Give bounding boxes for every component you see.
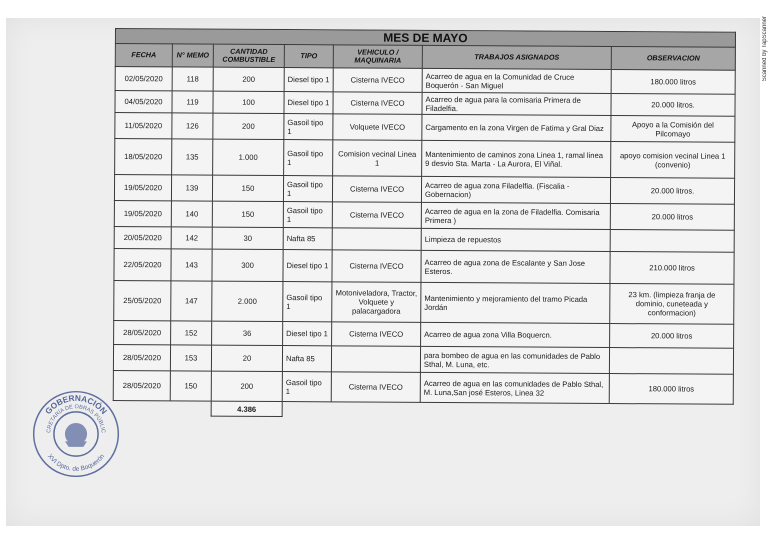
fuel-table (113, 28, 736, 420)
cell-trabajo: Acarreo de agua zona de Escalante y San Jose Esteros. (421, 250, 610, 283)
table-row (114, 280, 734, 324)
cell-observacion: 23 km. (limpieza franja de dominio, cuneteada y conformacion) (610, 284, 734, 325)
cell-fecha: 25/05/2020 (114, 280, 171, 320)
cell-tipo: Diesel tipo 1 (283, 250, 332, 282)
cell-tipo: Diesel tipo 1 (284, 92, 333, 114)
cell-trabajo: Mantenimiento y mejoramiento del tramo Picada Jordán (421, 282, 610, 323)
cell-memo: 118 (172, 67, 213, 91)
cell-observacion: 210.000 litros (610, 252, 734, 285)
cell-memo: 140 (171, 201, 212, 227)
cell-tipo: Gasoil tipo 1 (283, 202, 332, 228)
cell-memo: 147 (171, 281, 212, 321)
cell-cantidad: 200 (213, 113, 284, 139)
stamp-dept-text: CRETARÍA DE OBRAS PÚBLIC (46, 404, 106, 434)
table-row (114, 200, 734, 230)
gobernacion-stamp (30, 388, 122, 480)
cell-trabajo: Acarreo de agua para la comisaria Primera de Filadelfia. (422, 92, 611, 115)
cell-tipo: Gasoil tipo 1 (283, 176, 332, 202)
cell-observacion (609, 348, 733, 375)
cell-trabajo: Acarreo de agua zona Villa Boquercn. (421, 322, 610, 347)
cell-fecha: 18/05/2020 (115, 139, 172, 175)
cell-cantidad: 300 (212, 249, 283, 281)
cell-fecha: 28/05/2020 (113, 370, 170, 400)
cell-observacion: 20.000 litros. (611, 94, 735, 117)
cell-memo: 150 (170, 371, 211, 401)
col-header-tipo: TIPO (284, 45, 333, 68)
cell-vehiculo: Cisterna IVECO (333, 92, 422, 115)
cell-fecha: 11/05/2020 (115, 113, 172, 139)
cell-vehiculo: Cisterna IVECO (331, 372, 420, 403)
table-row (114, 248, 734, 284)
cell-fecha: 19/05/2020 (114, 175, 171, 201)
cell-trabajo: Acarreo de agua en las comunidades de Pablo Sthal, M. Luna,San josé Esteros, Linea 32 (420, 372, 609, 403)
col-header-trabajos: TRABAJOS ASIGNADOS (422, 45, 611, 69)
stamp-top-text: GOBERNACIÓN (43, 393, 109, 417)
cell-trabajo: Mantenimiento de caminos zona Linea 1, ramal linea 9 desvio Sta. Marta - La Aurora, El Viñal. (422, 140, 611, 177)
cell-vehiculo: Cisterna IVECO (332, 322, 421, 347)
cell-observacion: 20.000 litros. (610, 178, 734, 205)
cell-vehiculo (332, 228, 421, 251)
cell-fecha: 22/05/2020 (114, 248, 171, 280)
cell-tipo: Nafta 85 (283, 228, 332, 250)
cell-trabajo: para bombeo de agua en las comunidades de Pablo Sthal, M. Luna, etc. (420, 346, 609, 373)
cell-trabajo: Acarreo de agua en la Comunidad de Cruce Boquerón - San Miguel (422, 68, 611, 93)
cell-tipo: Gasoil tipo 1 (282, 372, 331, 402)
cell-cantidad: 200 (213, 67, 284, 91)
cell-cantidad: 36 (212, 321, 283, 345)
cell-fecha: 28/05/2020 (113, 344, 170, 370)
cell-cantidad: 30 (212, 227, 283, 249)
total-spacer (113, 400, 211, 416)
cell-cantidad: 2.000 (212, 281, 283, 321)
col-header-vehiculo: VEHICULO / MAQUINARIA (333, 45, 422, 69)
cell-cantidad: 100 (213, 91, 284, 113)
cell-memo: 142 (171, 227, 212, 249)
cell-cantidad: 20 (211, 345, 282, 371)
cell-observacion: 20.000 litros (610, 324, 734, 349)
table-row (115, 113, 735, 143)
table-row (114, 175, 734, 205)
table-body (113, 67, 735, 405)
cell-observacion: Apoyo a la Comisión del Pilcomayo (611, 116, 735, 143)
cell-observacion (610, 230, 734, 253)
total-cantidad: 4.386 (211, 401, 282, 416)
fuel-report-sheet (112, 28, 735, 472)
cell-fecha: 04/05/2020 (115, 91, 172, 113)
cell-observacion: 20.000 litros (610, 204, 734, 231)
cell-fecha: 28/05/2020 (114, 320, 171, 344)
cell-fecha: 19/05/2020 (114, 200, 171, 226)
table-row (113, 344, 733, 374)
cell-trabajo: Acarreo de agua en la zona de Filadelfia. Comisaria Primera ) (421, 202, 610, 229)
col-header-fecha: FECHA (115, 44, 172, 67)
cell-vehiculo: Cisterna IVECO (332, 250, 421, 283)
col-header-memo: N° MEMO (172, 44, 213, 67)
cell-memo: 139 (171, 175, 212, 201)
cell-observacion: 180.000 litros (611, 70, 735, 95)
cell-memo: 135 (172, 139, 213, 175)
cell-cantidad: 200 (211, 371, 282, 401)
cell-memo: 152 (171, 321, 212, 345)
cell-fecha: 20/05/2020 (114, 226, 171, 248)
cell-fecha: 02/05/2020 (115, 67, 172, 91)
cell-tipo: Nafta 85 (282, 346, 331, 372)
cell-memo: 153 (170, 345, 211, 371)
cell-vehiculo: Cisterna IVECO (332, 202, 421, 229)
cell-vehiculo: Volquete IVECO (333, 114, 422, 141)
cell-trabajo: Acarreo de agua zona Filadelfia. (Fiscalia - Gobernacion) (421, 176, 610, 203)
cell-memo: 143 (171, 249, 212, 281)
cell-observacion: 180.000 litros (609, 374, 733, 405)
cell-trabajo: Limpieza de repuestos (421, 228, 610, 251)
cell-tipo: Diesel tipo 1 (283, 322, 332, 346)
cell-cantidad: 150 (212, 175, 283, 201)
col-header-cantidad: CANTIDAD COMBUSTIBLE (213, 44, 284, 67)
cell-vehiculo: Cisterna IVECO (332, 176, 421, 203)
cell-cantidad: 150 (212, 201, 283, 227)
scanner-note: Scanned by TapScanner (762, 16, 768, 82)
cell-memo: 119 (172, 91, 213, 113)
cell-tipo: Diesel tipo 1 (284, 68, 333, 92)
cell-cantidad: 1.000 (213, 139, 284, 175)
table-row (113, 370, 733, 404)
total-spacer-right (282, 402, 733, 420)
col-header-observacion: OBSERVACION (611, 47, 735, 71)
page-title: MES DE MAYO (115, 29, 735, 48)
cell-vehiculo (331, 346, 420, 373)
cell-observacion: apoyo comision vecinal Linea 1 (convenio) (611, 142, 735, 179)
table-row (115, 139, 735, 179)
cell-vehiculo: Cisterna IVECO (333, 68, 422, 93)
stamp-region-text: XVI Dpto. de Boquerón (45, 453, 107, 473)
cell-tipo: Gasoil tipo 1 (283, 282, 332, 322)
cell-tipo: Gasoil tipo 1 (284, 140, 333, 176)
cell-vehiculo: Comision vecinal Linea 1 (333, 140, 422, 177)
cell-vehiculo: Motoniveladora, Tractor, Volquete y palacargadora (332, 282, 421, 323)
cell-tipo: Gasoil tipo 1 (284, 114, 333, 140)
cell-trabajo: Cargamento en la zona Virgen de Fatima y Gral Diaz (422, 114, 611, 141)
cell-memo: 126 (172, 113, 213, 139)
